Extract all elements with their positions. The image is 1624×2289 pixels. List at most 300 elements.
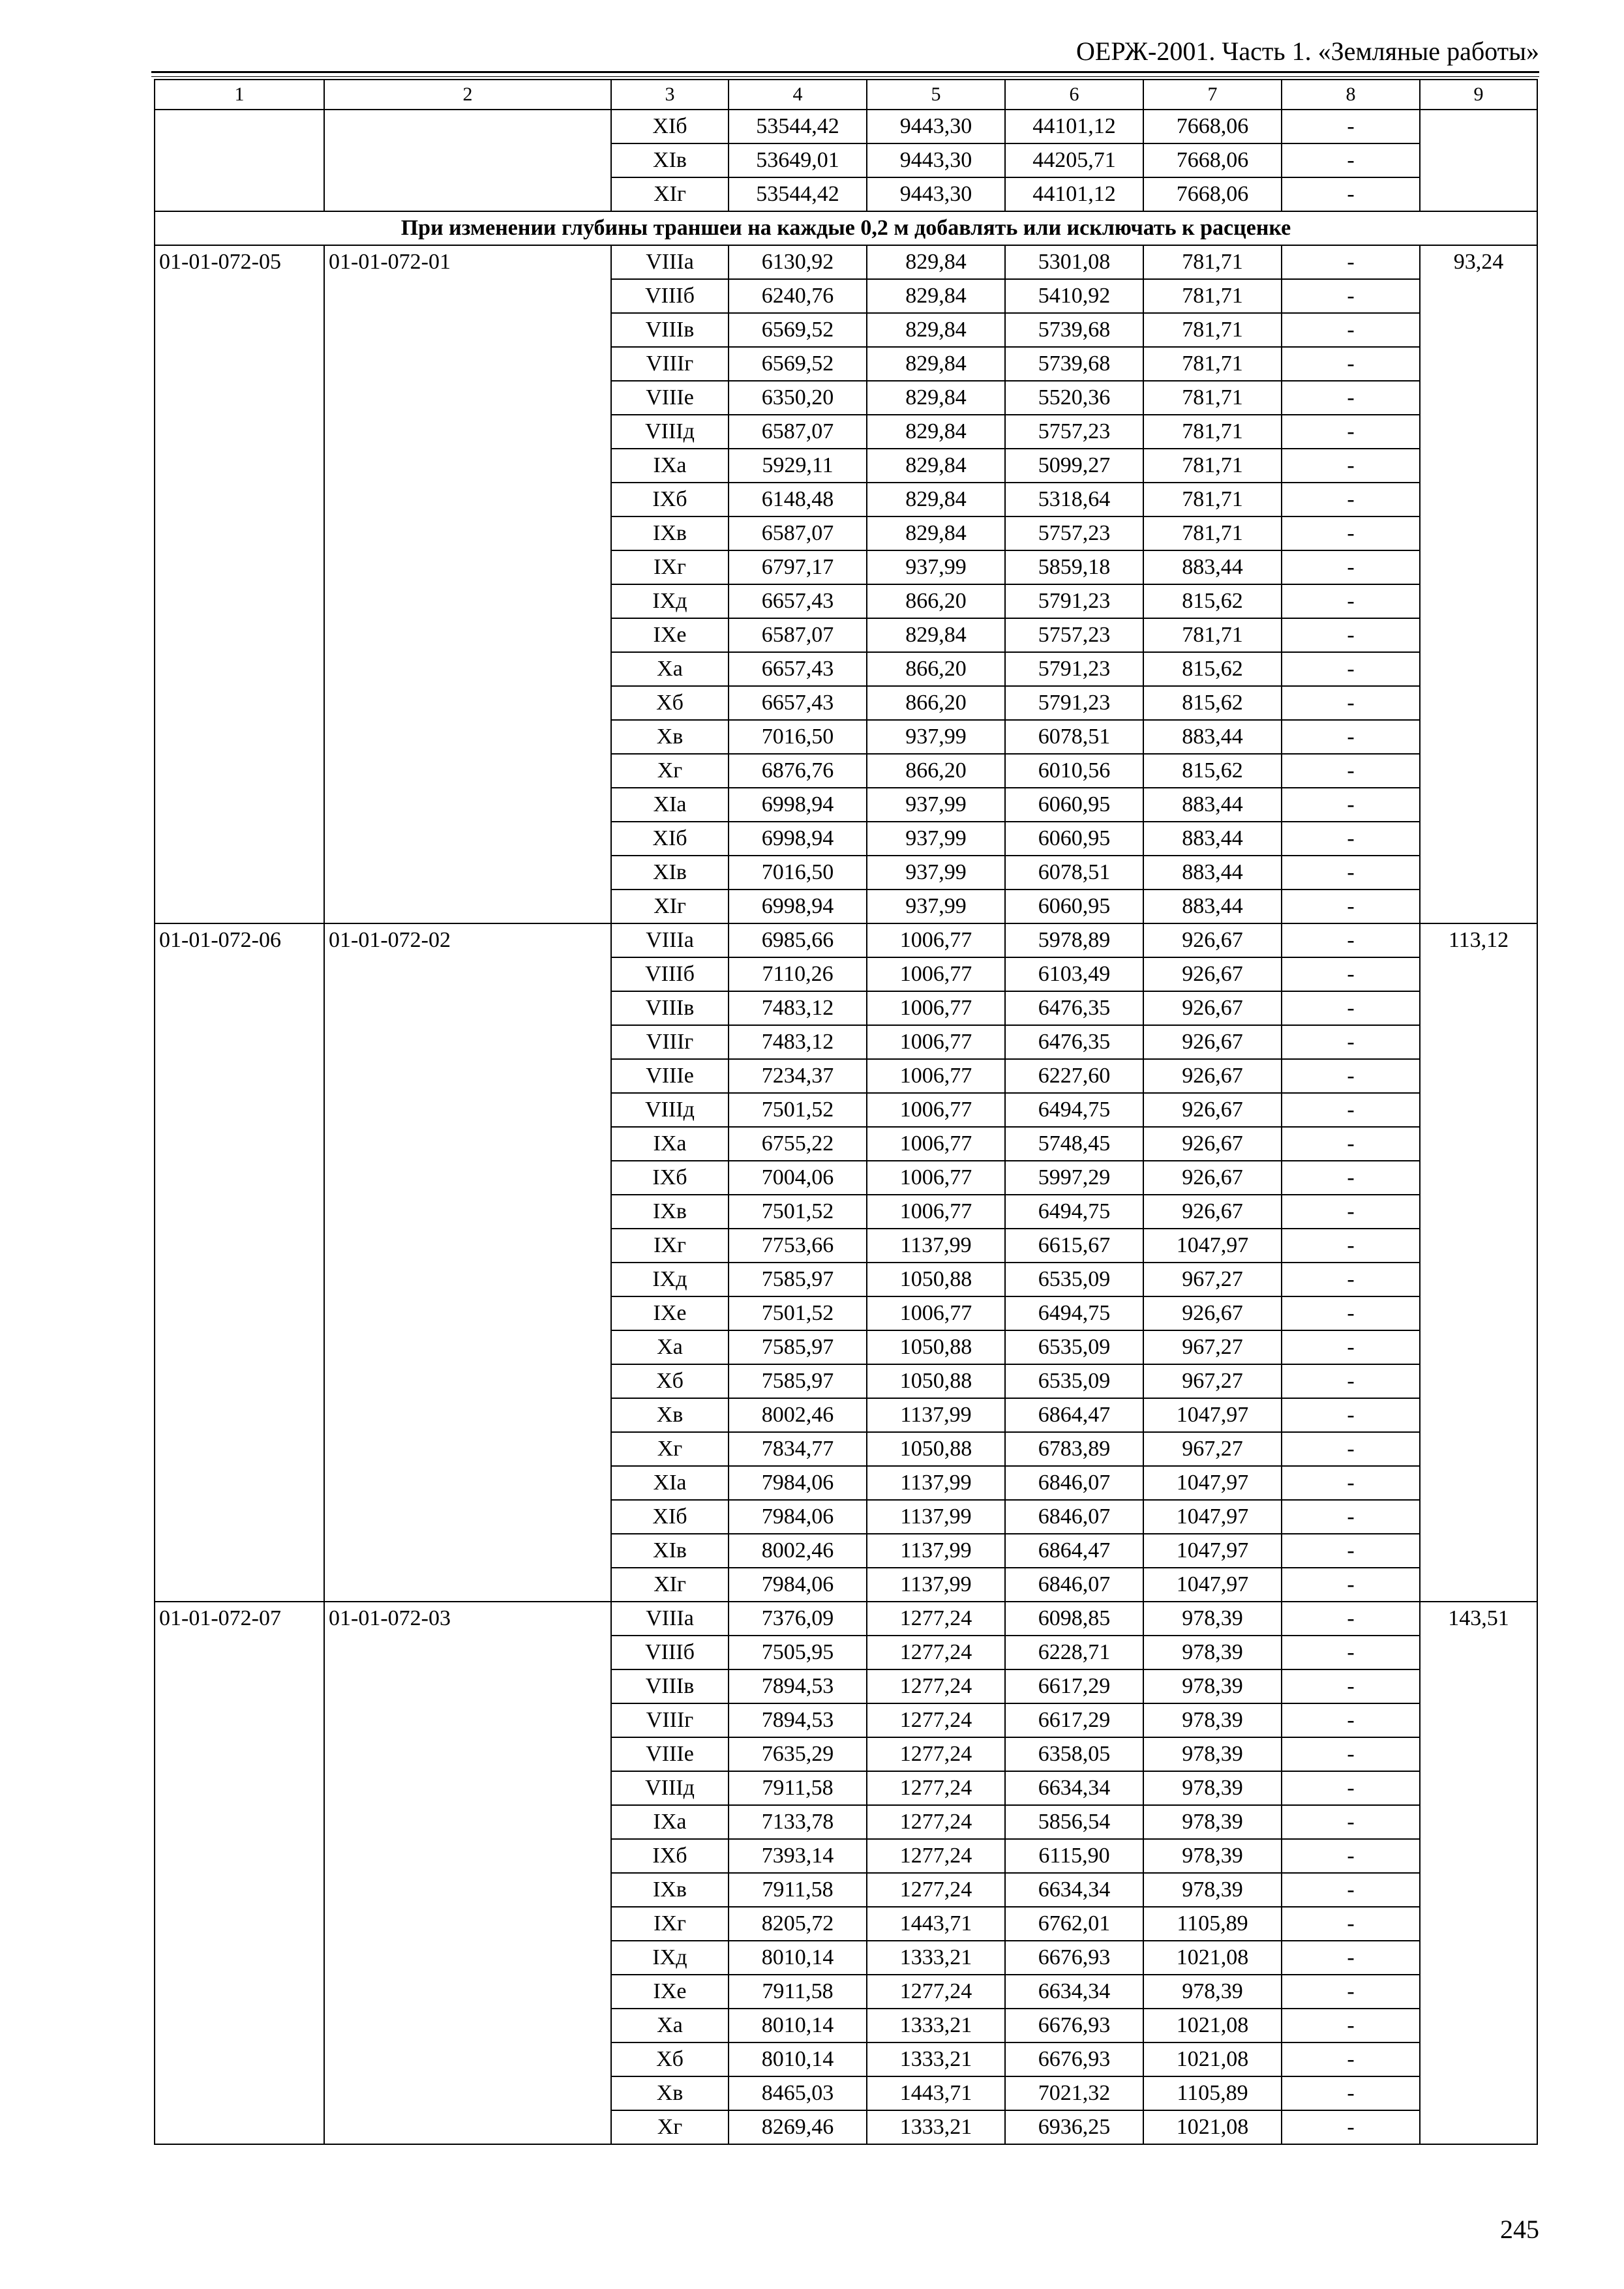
category-cell: Xг <box>611 2110 729 2144</box>
value-cell: 6634,34 <box>1005 1873 1143 1907</box>
value-cell: - <box>1282 890 1420 923</box>
value-cell: - <box>1282 754 1420 788</box>
value-cell: 6569,52 <box>729 347 867 381</box>
value-cell: 829,84 <box>867 347 1005 381</box>
value-cell: 6876,76 <box>729 754 867 788</box>
value-cell: 781,71 <box>1143 618 1282 652</box>
value-cell: - <box>1282 1737 1420 1771</box>
value-cell: 6078,51 <box>1005 720 1143 754</box>
value-cell: 5301,08 <box>1005 245 1143 279</box>
category-cell: Xв <box>611 1398 729 1432</box>
value-cell: 926,67 <box>1143 1093 1282 1127</box>
column-header: 5 <box>867 80 1005 110</box>
value-cell: - <box>1282 143 1420 177</box>
value-cell: 1333,21 <box>867 2009 1005 2042</box>
value-cell: - <box>1282 516 1420 550</box>
category-cell: IXа <box>611 1805 729 1839</box>
value-cell: 978,39 <box>1143 1805 1282 1839</box>
value-cell: 6535,09 <box>1005 1330 1143 1364</box>
category-cell: Xг <box>611 1432 729 1466</box>
column9-cell: 113,12 <box>1420 923 1537 1602</box>
value-cell: 829,84 <box>867 313 1005 347</box>
value-cell: 5929,11 <box>729 449 867 483</box>
value-cell: 8002,46 <box>729 1534 867 1568</box>
value-cell: 6535,09 <box>1005 1263 1143 1296</box>
value-cell: 1047,97 <box>1143 1500 1282 1534</box>
category-cell: IXа <box>611 1127 729 1161</box>
value-cell: 967,27 <box>1143 1364 1282 1398</box>
value-cell: 6864,47 <box>1005 1398 1143 1432</box>
value-cell: 7984,06 <box>729 1568 867 1602</box>
value-cell: 8269,46 <box>729 2110 867 2144</box>
value-cell: 829,84 <box>867 483 1005 516</box>
category-cell: XIа <box>611 1466 729 1500</box>
value-cell: 1277,24 <box>867 1636 1005 1669</box>
value-cell: 6148,48 <box>729 483 867 516</box>
category-cell: VIIIб <box>611 1636 729 1669</box>
value-cell: 7483,12 <box>729 1025 867 1059</box>
category-cell: XIб <box>611 822 729 856</box>
value-cell: 1443,71 <box>867 1907 1005 1941</box>
value-cell: - <box>1282 991 1420 1025</box>
value-cell: 8010,14 <box>729 2042 867 2076</box>
table-body <box>155 110 1537 2144</box>
value-cell: 6864,47 <box>1005 1534 1143 1568</box>
value-cell: 937,99 <box>867 856 1005 890</box>
category-cell: Xа <box>611 1330 729 1364</box>
value-cell: 967,27 <box>1143 1263 1282 1296</box>
category-cell: IXд <box>611 1941 729 1975</box>
value-cell: 5748,45 <box>1005 1127 1143 1161</box>
column-header: 1 <box>155 80 324 110</box>
value-cell: 6587,07 <box>729 618 867 652</box>
value-cell: 5739,68 <box>1005 347 1143 381</box>
value-cell: 5791,23 <box>1005 652 1143 686</box>
column-header: 7 <box>1143 80 1282 110</box>
category-cell: Xг <box>611 754 729 788</box>
value-cell: 7753,66 <box>729 1229 867 1263</box>
value-cell: 937,99 <box>867 890 1005 923</box>
value-cell: 6476,35 <box>1005 991 1143 1025</box>
value-cell: 7016,50 <box>729 856 867 890</box>
value-cell: 1137,99 <box>867 1229 1005 1263</box>
value-cell: 926,67 <box>1143 1127 1282 1161</box>
value-cell: - <box>1282 584 1420 618</box>
value-cell: 6657,43 <box>729 686 867 720</box>
value-cell: 5757,23 <box>1005 516 1143 550</box>
category-cell: VIIIг <box>611 1025 729 1059</box>
value-cell: 1006,77 <box>867 1195 1005 1229</box>
value-cell: - <box>1282 347 1420 381</box>
value-cell: 1277,24 <box>867 1602 1005 1636</box>
value-cell: 829,84 <box>867 516 1005 550</box>
value-cell: 1021,08 <box>1143 1941 1282 1975</box>
value-cell: - <box>1282 1432 1420 1466</box>
value-cell: - <box>1282 1296 1420 1330</box>
value-cell: 5099,27 <box>1005 449 1143 483</box>
category-cell: IXв <box>611 1873 729 1907</box>
value-cell: - <box>1282 1398 1420 1432</box>
value-cell: - <box>1282 279 1420 313</box>
value-cell: 6634,34 <box>1005 1975 1143 2009</box>
value-cell: 7376,09 <box>729 1602 867 1636</box>
value-cell: 9443,30 <box>867 110 1005 143</box>
value-cell: 44205,71 <box>1005 143 1143 177</box>
value-cell: 1277,24 <box>867 1771 1005 1805</box>
value-cell: 926,67 <box>1143 1161 1282 1195</box>
value-cell: 7585,97 <box>729 1330 867 1364</box>
value-cell: 6634,34 <box>1005 1771 1143 1805</box>
category-cell: IXг <box>611 1229 729 1263</box>
value-cell: 1105,89 <box>1143 2076 1282 2110</box>
value-cell: 7133,78 <box>729 1805 867 1839</box>
category-cell: IXд <box>611 1263 729 1296</box>
value-cell: 6078,51 <box>1005 856 1143 890</box>
value-cell: 1050,88 <box>867 1432 1005 1466</box>
value-cell: 1137,99 <box>867 1466 1005 1500</box>
category-cell: IXб <box>611 483 729 516</box>
value-cell: 6240,76 <box>729 279 867 313</box>
value-cell: 6615,67 <box>1005 1229 1143 1263</box>
category-cell: Xв <box>611 2076 729 2110</box>
value-cell: 883,44 <box>1143 550 1282 584</box>
value-cell: - <box>1282 1364 1420 1398</box>
value-cell: 6998,94 <box>729 822 867 856</box>
value-cell: 926,67 <box>1143 1059 1282 1093</box>
value-cell: 7585,97 <box>729 1263 867 1296</box>
table-row <box>155 110 1537 143</box>
category-cell: Xа <box>611 652 729 686</box>
category-cell: IXг <box>611 550 729 584</box>
value-cell: 6494,75 <box>1005 1296 1143 1330</box>
value-cell: - <box>1282 1805 1420 1839</box>
value-cell: - <box>1282 1466 1420 1500</box>
value-cell: 1333,21 <box>867 2110 1005 2144</box>
value-cell: 1006,77 <box>867 1025 1005 1059</box>
value-cell: - <box>1282 1059 1420 1093</box>
category-cell: VIIIв <box>611 991 729 1025</box>
value-cell: 5997,29 <box>1005 1161 1143 1195</box>
value-cell: 53544,42 <box>729 177 867 211</box>
value-cell: - <box>1282 550 1420 584</box>
value-cell: 781,71 <box>1143 449 1282 483</box>
category-cell: VIIIв <box>611 313 729 347</box>
value-cell: 7834,77 <box>729 1432 867 1466</box>
value-cell: 926,67 <box>1143 991 1282 1025</box>
value-cell: 1105,89 <box>1143 1907 1282 1941</box>
value-cell: 6569,52 <box>729 313 867 347</box>
value-cell: - <box>1282 1127 1420 1161</box>
value-cell: 6617,29 <box>1005 1669 1143 1703</box>
value-cell: - <box>1282 110 1420 143</box>
value-cell: 1277,24 <box>867 1975 1005 2009</box>
value-cell: 6010,56 <box>1005 754 1143 788</box>
category-cell: Xа <box>611 2009 729 2042</box>
value-cell: 6115,90 <box>1005 1839 1143 1873</box>
value-cell: 7911,58 <box>729 1771 867 1805</box>
value-cell: 5978,89 <box>1005 923 1143 957</box>
value-cell: - <box>1282 1263 1420 1296</box>
category-cell: XIг <box>611 1568 729 1602</box>
category-cell: VIIIд <box>611 1771 729 1805</box>
category-cell: VIIIб <box>611 957 729 991</box>
value-cell: 978,39 <box>1143 1602 1282 1636</box>
value-cell: - <box>1282 822 1420 856</box>
value-cell: - <box>1282 923 1420 957</box>
header-rule-thin <box>151 76 1539 77</box>
value-cell: 7894,53 <box>729 1703 867 1737</box>
value-cell: 6060,95 <box>1005 788 1143 822</box>
value-cell: 1137,99 <box>867 1534 1005 1568</box>
value-cell: - <box>1282 1839 1420 1873</box>
value-cell: 978,39 <box>1143 1873 1282 1907</box>
value-cell: 6657,43 <box>729 584 867 618</box>
column-header: 3 <box>611 80 729 110</box>
value-cell: 967,27 <box>1143 1330 1282 1364</box>
value-cell: - <box>1282 652 1420 686</box>
page-header-title: ОЕРЖ-2001. Часть 1. «Земляные работы» <box>1076 37 1539 66</box>
base-rate-cell <box>324 110 611 211</box>
value-cell: 5318,64 <box>1005 483 1143 516</box>
category-cell: VIIIб <box>611 279 729 313</box>
value-cell: 5739,68 <box>1005 313 1143 347</box>
category-cell: IXб <box>611 1839 729 1873</box>
value-cell: - <box>1282 1771 1420 1805</box>
value-cell: - <box>1282 1568 1420 1602</box>
value-cell: 781,71 <box>1143 313 1282 347</box>
value-cell: 7668,06 <box>1143 177 1282 211</box>
value-cell: 5859,18 <box>1005 550 1143 584</box>
value-cell: 1006,77 <box>867 991 1005 1025</box>
value-cell: 781,71 <box>1143 347 1282 381</box>
value-cell: 829,84 <box>867 449 1005 483</box>
value-cell: - <box>1282 1941 1420 1975</box>
value-cell: - <box>1282 2076 1420 2110</box>
value-cell: 7894,53 <box>729 1669 867 1703</box>
value-cell: - <box>1282 1025 1420 1059</box>
value-cell: 926,67 <box>1143 923 1282 957</box>
value-cell: 6762,01 <box>1005 1907 1143 1941</box>
section-heading: При изменении глубины траншеи на каждые 0,2 м добавлять или исключать к расценке <box>155 211 1537 245</box>
base-rate-cell: 01-01-072-01 <box>324 245 611 923</box>
value-cell: 1021,08 <box>1143 2110 1282 2144</box>
category-cell: VIIIд <box>611 1093 729 1127</box>
page-number: 245 <box>1500 2215 1539 2244</box>
value-cell: 6676,93 <box>1005 1941 1143 1975</box>
value-cell: 1006,77 <box>867 1093 1005 1127</box>
value-cell: 7635,29 <box>729 1737 867 1771</box>
value-cell: 7911,58 <box>729 1873 867 1907</box>
value-cell: 6676,93 <box>1005 2042 1143 2076</box>
value-cell: 1021,08 <box>1143 2042 1282 2076</box>
value-cell: 978,39 <box>1143 1771 1282 1805</box>
value-cell: 926,67 <box>1143 1296 1282 1330</box>
value-cell: 829,84 <box>867 245 1005 279</box>
category-cell: VIIIа <box>611 245 729 279</box>
value-cell: 937,99 <box>867 720 1005 754</box>
value-cell: 937,99 <box>867 788 1005 822</box>
value-cell: 6060,95 <box>1005 822 1143 856</box>
value-cell: 7984,06 <box>729 1500 867 1534</box>
value-cell: - <box>1282 2042 1420 2076</box>
rate-code-cell <box>155 110 324 211</box>
value-cell: 1006,77 <box>867 1161 1005 1195</box>
column9-cell: 93,24 <box>1420 245 1537 923</box>
value-cell: 6098,85 <box>1005 1602 1143 1636</box>
category-cell: VIIIе <box>611 1059 729 1093</box>
value-cell: 1333,21 <box>867 2042 1005 2076</box>
value-cell: 53649,01 <box>729 143 867 177</box>
rate-code-cell: 01-01-072-06 <box>155 923 324 1602</box>
category-cell: IXг <box>611 1907 729 1941</box>
column-header: 4 <box>729 80 867 110</box>
value-cell: 1050,88 <box>867 1364 1005 1398</box>
value-cell: 6846,07 <box>1005 1568 1143 1602</box>
value-cell: 7668,06 <box>1143 110 1282 143</box>
value-cell: 1277,24 <box>867 1669 1005 1703</box>
table-row <box>155 245 1537 279</box>
category-cell: XIв <box>611 1534 729 1568</box>
value-cell: 5757,23 <box>1005 618 1143 652</box>
value-cell: - <box>1282 1602 1420 1636</box>
column9-cell <box>1420 110 1537 211</box>
value-cell: - <box>1282 1873 1420 1907</box>
value-cell: 6985,66 <box>729 923 867 957</box>
value-cell: 1006,77 <box>867 1127 1005 1161</box>
category-cell: VIIIг <box>611 347 729 381</box>
column-header: 2 <box>324 80 611 110</box>
value-cell: 6358,05 <box>1005 1737 1143 1771</box>
value-cell: 8002,46 <box>729 1398 867 1432</box>
value-cell: 7505,95 <box>729 1636 867 1669</box>
value-cell: 937,99 <box>867 550 1005 584</box>
value-cell: - <box>1282 1907 1420 1941</box>
column-number-row <box>155 80 1537 110</box>
value-cell: 815,62 <box>1143 584 1282 618</box>
category-cell: IXд <box>611 584 729 618</box>
value-cell: - <box>1282 2009 1420 2042</box>
value-cell: - <box>1282 1161 1420 1195</box>
value-cell: 967,27 <box>1143 1432 1282 1466</box>
category-cell: Xв <box>611 720 729 754</box>
value-cell: 7483,12 <box>729 991 867 1025</box>
value-cell: 6130,92 <box>729 245 867 279</box>
value-cell: 1050,88 <box>867 1330 1005 1364</box>
value-cell: - <box>1282 788 1420 822</box>
value-cell: - <box>1282 618 1420 652</box>
category-cell: VIIIа <box>611 923 729 957</box>
category-cell: VIIIа <box>611 1602 729 1636</box>
value-cell: 7021,32 <box>1005 2076 1143 2110</box>
value-cell: 6676,93 <box>1005 2009 1143 2042</box>
value-cell: 829,84 <box>867 279 1005 313</box>
value-cell: 781,71 <box>1143 279 1282 313</box>
value-cell: 5791,23 <box>1005 686 1143 720</box>
value-cell: 1277,24 <box>867 1873 1005 1907</box>
value-cell: 829,84 <box>867 415 1005 449</box>
value-cell: 978,39 <box>1143 1636 1282 1669</box>
value-cell: 1333,21 <box>867 1941 1005 1975</box>
value-cell: 883,44 <box>1143 890 1282 923</box>
value-cell: 866,20 <box>867 584 1005 618</box>
value-cell: 7016,50 <box>729 720 867 754</box>
value-cell: 7234,37 <box>729 1059 867 1093</box>
value-cell: 1137,99 <box>867 1568 1005 1602</box>
value-cell: 1277,24 <box>867 1839 1005 1873</box>
value-cell: - <box>1282 1229 1420 1263</box>
section-row <box>155 211 1537 245</box>
category-cell: IXб <box>611 1161 729 1195</box>
category-cell: XIб <box>611 110 729 143</box>
value-cell: 7110,26 <box>729 957 867 991</box>
value-cell: 926,67 <box>1143 1195 1282 1229</box>
value-cell: 9443,30 <box>867 143 1005 177</box>
value-cell: - <box>1282 957 1420 991</box>
table-row <box>155 923 1537 957</box>
header-rule-thick <box>151 71 1539 73</box>
value-cell: 1047,97 <box>1143 1466 1282 1500</box>
value-cell: 815,62 <box>1143 686 1282 720</box>
category-cell: XIа <box>611 788 729 822</box>
value-cell: 7911,58 <box>729 1975 867 2009</box>
value-cell: - <box>1282 720 1420 754</box>
value-cell: - <box>1282 1636 1420 1669</box>
value-cell: 44101,12 <box>1005 177 1143 211</box>
value-cell: 937,99 <box>867 822 1005 856</box>
category-cell: IXв <box>611 516 729 550</box>
rate-code-cell: 01-01-072-05 <box>155 245 324 923</box>
value-cell: - <box>1282 856 1420 890</box>
value-cell: 6755,22 <box>729 1127 867 1161</box>
base-rate-cell: 01-01-072-02 <box>324 923 611 1602</box>
value-cell: 1047,97 <box>1143 1398 1282 1432</box>
value-cell: 44101,12 <box>1005 110 1143 143</box>
value-cell: 781,71 <box>1143 516 1282 550</box>
value-cell: 978,39 <box>1143 1975 1282 2009</box>
value-cell: 883,44 <box>1143 788 1282 822</box>
rate-code-cell: 01-01-072-07 <box>155 1602 324 2144</box>
value-cell: - <box>1282 1534 1420 1568</box>
value-cell: - <box>1282 1703 1420 1737</box>
category-cell: XIг <box>611 177 729 211</box>
value-cell: - <box>1282 1330 1420 1364</box>
value-cell: 7668,06 <box>1143 143 1282 177</box>
value-cell: 781,71 <box>1143 415 1282 449</box>
value-cell: - <box>1282 2110 1420 2144</box>
category-cell: VIIIе <box>611 1737 729 1771</box>
column-header: 8 <box>1282 80 1420 110</box>
value-cell: 5856,54 <box>1005 1805 1143 1839</box>
value-cell: 883,44 <box>1143 720 1282 754</box>
value-cell: 7393,14 <box>729 1839 867 1873</box>
value-cell: 8205,72 <box>729 1907 867 1941</box>
value-cell: 926,67 <box>1143 957 1282 991</box>
category-cell: IXе <box>611 1296 729 1330</box>
value-cell: 978,39 <box>1143 1737 1282 1771</box>
value-cell: 6227,60 <box>1005 1059 1143 1093</box>
value-cell: 5520,36 <box>1005 381 1143 415</box>
value-cell: 8465,03 <box>729 2076 867 2110</box>
value-cell: 5410,92 <box>1005 279 1143 313</box>
value-cell: 866,20 <box>867 754 1005 788</box>
value-cell: 815,62 <box>1143 652 1282 686</box>
value-cell: 978,39 <box>1143 1839 1282 1873</box>
category-cell: IXе <box>611 1975 729 2009</box>
value-cell: 978,39 <box>1143 1669 1282 1703</box>
value-cell: 6228,71 <box>1005 1636 1143 1669</box>
value-cell: 6535,09 <box>1005 1364 1143 1398</box>
value-cell: 6060,95 <box>1005 890 1143 923</box>
